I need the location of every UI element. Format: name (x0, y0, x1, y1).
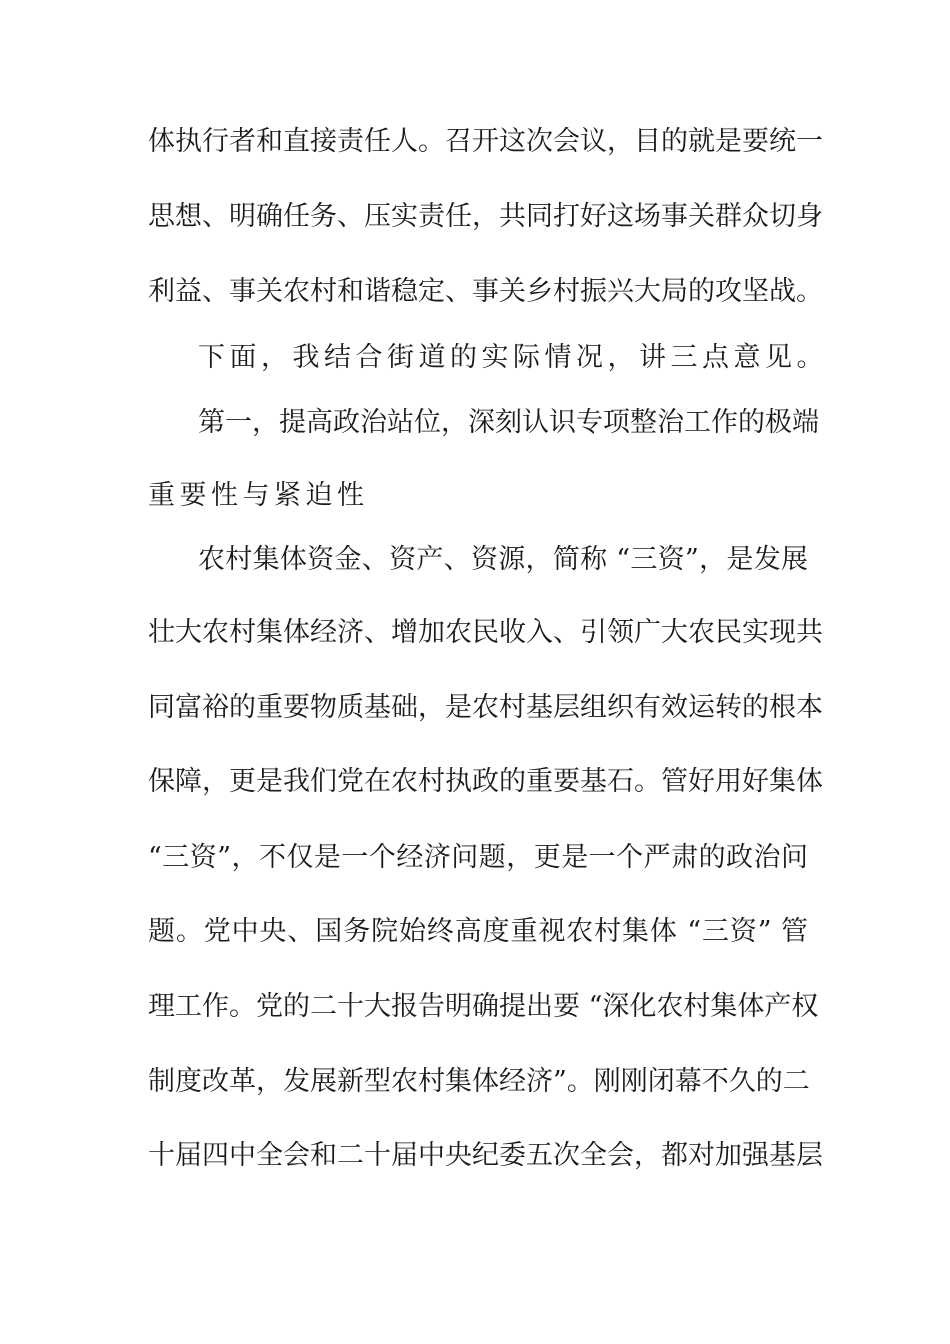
text-line: 体执行者和直接责任人。召开这次会议，目的就是要统一 (148, 126, 823, 157)
text-line: 保障，更是我们党在农村执政的重要基石。管好用好集体 (148, 766, 823, 797)
text-line: 利益、事关农村和谐稳定、事关乡村振兴大局的攻坚战。 (148, 276, 823, 307)
text-line: 壮大农村集体经济、增加农民收入、引领广大农民实现共 (148, 617, 823, 648)
section-heading-line: 重要性与紧迫性 (148, 480, 369, 511)
text-line: 农村集体资金、资产、资源，简称 “三资”，是发展 (198, 544, 808, 575)
section-heading-line: 第一，提高政治站位，深刻认识专项整治工作的极端 (198, 407, 819, 438)
text-line: 思想、明确任务、压实责任，共同打好这场事关群众切身 (148, 201, 823, 232)
text-line: 十届四中全会和二十届中央纪委五次全会，都对加强基层 (148, 1140, 823, 1171)
text-line: 制度改革，发展新型农村集体经济”。刚刚闭幕不久的二 (148, 1066, 810, 1097)
text-line: 下面，我结合街道的实际情况，讲三点意见。 (198, 342, 828, 373)
text-line: “三资”，不仅是一个经济问题，更是一个严肃的政治问 (148, 842, 808, 873)
text-line: 理工作。党的二十大报告明确提出要 “深化农村集体产权 (148, 991, 819, 1022)
text-line: 同富裕的重要物质基础，是农村基层组织有效运转的根本 (148, 692, 823, 723)
text-line: 题。党中央、国务院始终高度重视农村集体 “三资” 管 (148, 916, 808, 947)
